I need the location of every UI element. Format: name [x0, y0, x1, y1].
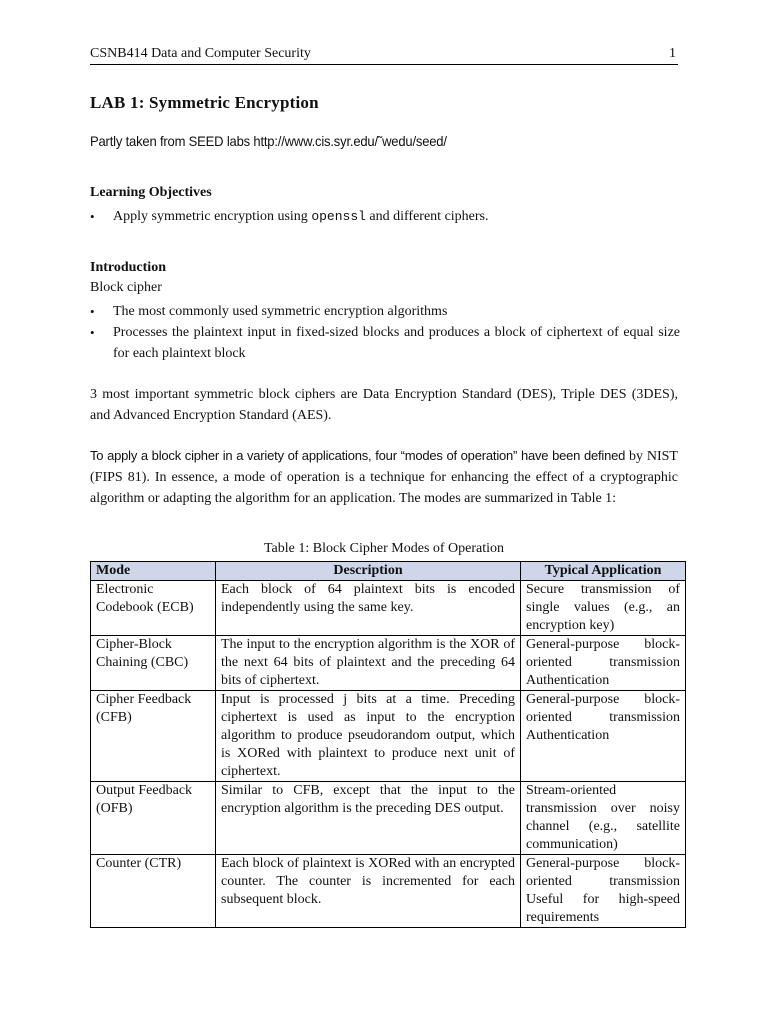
mode-cell: Electronic Codebook (ECB)	[91, 581, 216, 636]
modes-paragraph-rest: by NIST (FIPS 81). In essence, a mode of operation is a technique for enhancing the effect of a cryptographic algorithm or adapting the algorithm for an application. The modes are summarized in Table 1:	[90, 449, 678, 507]
list-item	[90, 206, 680, 227]
block-cipher-subheading: Block cipher	[90, 280, 162, 295]
table-row	[91, 581, 686, 636]
description-cell: The input to the encryption algorithm is the XOR of the next 64 bits of plaintext and the preceding 64 bits of ciphertext.	[216, 636, 521, 691]
application-cell: Stream-oriented transmission over noisy channel (e.g., satellite communication)	[521, 782, 686, 855]
description-cell: Each block of 64 plaintext bits is encoded independently using the same key.	[216, 581, 521, 636]
lab-title: LAB 1: Symmetric Encryption	[90, 93, 319, 112]
page-number: 1	[669, 46, 676, 61]
application-cell: General-purpose block-oriented transmission Authentication	[521, 636, 686, 691]
objective-suffix: and different ciphers.	[365, 209, 489, 224]
header-description: Description	[216, 562, 521, 581]
application-cell: General-purpose block-oriented transmission Useful for high-speed requirements	[521, 855, 686, 928]
objectives-heading: Learning Objectives	[90, 185, 212, 200]
source-credit	[90, 133, 474, 149]
bullet-text: The most commonly used symmetric encryption algorithms	[113, 304, 448, 319]
table-caption: Table 1: Block Cipher Modes of Operation	[263, 541, 505, 556]
bullet-icon: •	[90, 325, 95, 340]
table-row	[91, 855, 686, 928]
description-cell: Each block of plaintext is XORed with an encrypted counter. The counter is incremented for each subsequent block.	[216, 855, 521, 928]
modes-paragraph	[90, 445, 678, 510]
page-header	[90, 46, 678, 65]
table-row	[91, 636, 686, 691]
modes-table	[90, 561, 686, 928]
description-cell: Similar to CFB, except that the input to the encryption algorithm is the preceding DES output.	[216, 782, 521, 855]
course-title: CSNB414 Data and Computer Security	[90, 46, 311, 61]
bullet-icon: •	[90, 209, 95, 224]
mode-cell: Cipher-Block Chaining (CBC)	[91, 636, 216, 691]
bullet-text: Processes the plaintext input in fixed-sized blocks and produces a block of ciphertext of equal size for each plaintext block	[113, 325, 680, 361]
objectives-list	[90, 206, 680, 227]
table-row	[91, 691, 686, 782]
application-cell: General-purpose block-oriented transmission Authentication	[521, 691, 686, 782]
source-credit-text: Partly taken from SEED labs http://www.cis.syr.edu/˜wedu/seed/	[90, 133, 447, 149]
list-item	[90, 322, 680, 364]
mode-cell: Counter (CTR)	[91, 855, 216, 928]
ciphers-paragraph: 3 most important symmetric block ciphers are Data Encryption Standard (DES), Triple DES (3DES), and Advanced Encryption Standard (AES).	[90, 387, 678, 424]
introduction-heading: Introduction	[90, 260, 166, 275]
header-application: Typical Application	[521, 562, 686, 581]
table-row	[91, 782, 686, 855]
modes-paragraph-lead: To apply a block cipher in a variety of applications, four “modes of operation” have been defined	[90, 448, 626, 463]
list-item	[90, 301, 680, 322]
mode-cell: Output Feedback (OFB)	[91, 782, 216, 855]
header-mode: Mode	[91, 562, 216, 581]
objective-prefix: Apply symmetric encryption using	[113, 209, 312, 224]
description-cell: Input is processed j bits at a time. Preceding ciphertext is used as input to the encryption algorithm to produce pseudorandom output, which is XORed with plaintext to produce next unit of ciphertext.	[216, 691, 521, 782]
openssl-code: openssl	[311, 209, 366, 224]
application-cell: Secure transmission of single values (e.g., an encryption key)	[521, 581, 686, 636]
table-header-row	[91, 562, 686, 581]
block-cipher-list	[90, 301, 680, 364]
mode-cell: Cipher Feedback (CFB)	[91, 691, 216, 782]
bullet-icon: •	[90, 304, 95, 319]
